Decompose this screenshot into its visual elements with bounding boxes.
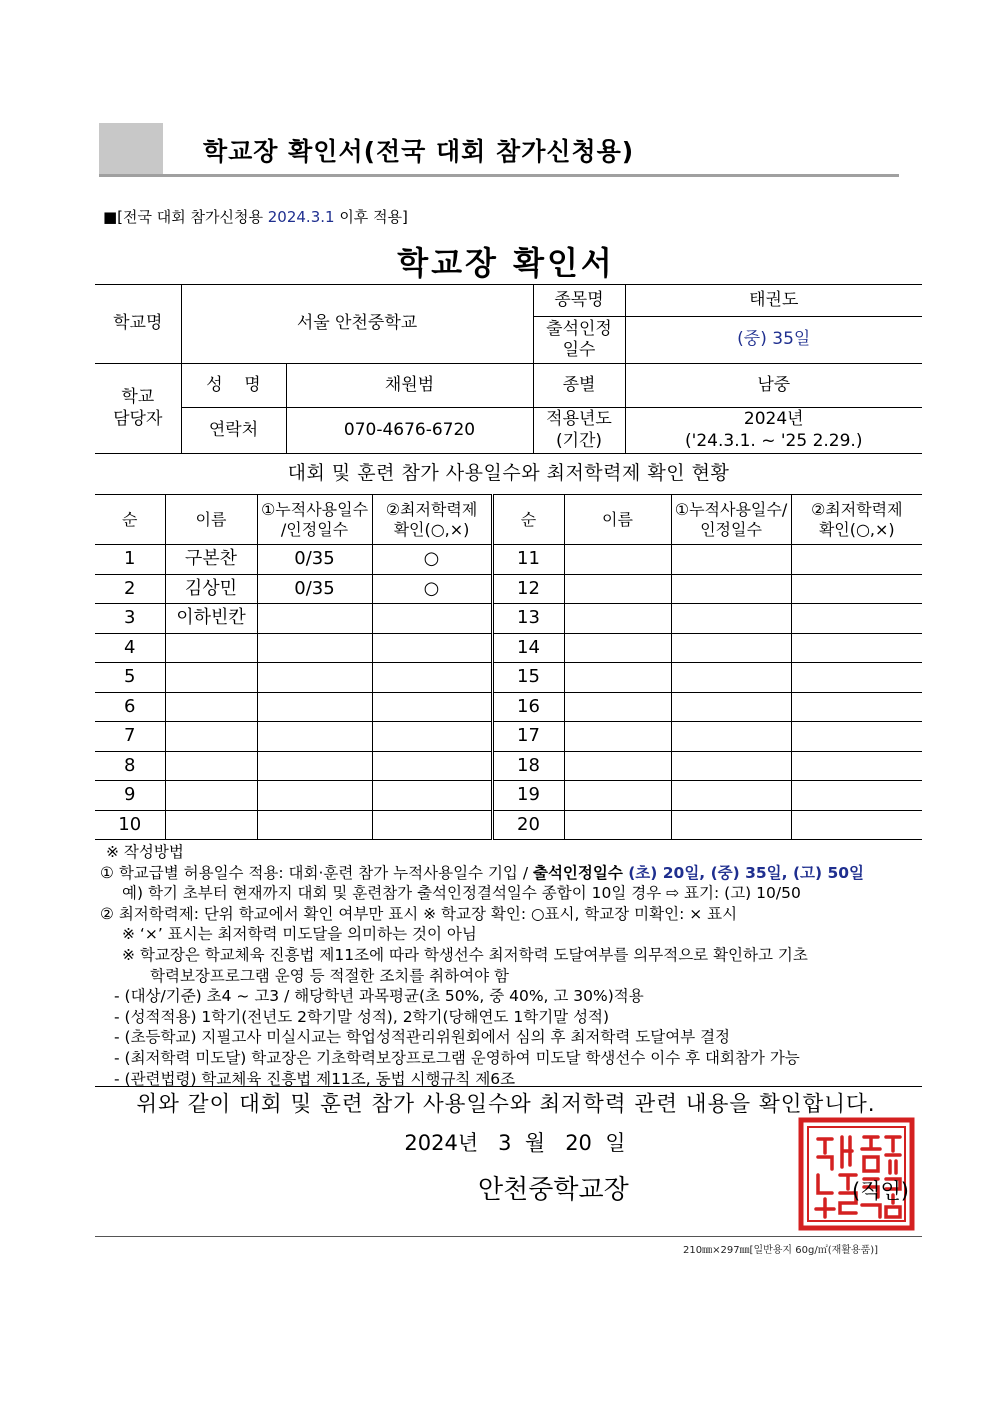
academic-check-2 [791, 810, 922, 840]
academic-check-2 [791, 663, 922, 693]
roster-table [95, 494, 922, 840]
student-name-2 [564, 633, 671, 663]
row-number: 3 [95, 604, 165, 634]
col-header-check-2: ②최저학력제 확인(○,×) [791, 495, 922, 545]
school-name-label: 학교명 [95, 285, 181, 364]
applicability-note: ■[전국 대회 참가신청용 2024.3.1 이후 적용] [103, 208, 408, 226]
academic-check-2 [791, 781, 922, 811]
student-name-2 [564, 751, 671, 781]
used-days-2 [671, 781, 791, 811]
academic-check [372, 751, 492, 781]
used-days [257, 810, 372, 840]
note-2-a: ※ ‘×’ 표시는 최저학력 미도달을 의미하는 것이 아님 [122, 925, 477, 944]
student-name-2 [564, 663, 671, 693]
student-name-2 [564, 574, 671, 604]
attendance-days-label: 출석인정 일수 [533, 317, 625, 364]
student-name-2 [564, 722, 671, 752]
name-value: 채원범 [286, 364, 533, 408]
col-header-days-2: ①누적사용일수/ 인정일수 [671, 495, 791, 545]
table-row [95, 751, 922, 781]
used-days [257, 722, 372, 752]
period-text: ('24.3.1. ~ '25 2.29.) [685, 430, 863, 451]
row-number: 7 [95, 722, 165, 752]
detail-3: - (초등학교) 지필고사 미실시교는 학업성적관리위원회에서 심의 후 최저학력 도달여부 결정 [114, 1028, 731, 1047]
sport-value: 태권도 [625, 285, 922, 317]
student-name: 이하빈칸 [165, 604, 257, 634]
row-number-2: 14 [492, 633, 564, 663]
row-number-2: 15 [492, 663, 564, 693]
issue-date: 2024년 3 월 20 일 [404, 1131, 626, 1155]
used-days [257, 663, 372, 693]
used-days-2 [671, 663, 791, 693]
student-name-2 [564, 781, 671, 811]
student-name: 구본찬 [165, 545, 257, 575]
note-2-b: ※ 학교장은 학교체육 진흥법 제11조에 따라 학생선수 최저학력 도달여부를 의무적으로 확인하고 기초 [122, 945, 808, 964]
row-number: 8 [95, 751, 165, 781]
table-row [95, 722, 922, 752]
student-name [165, 781, 257, 811]
official-seal-stamp [798, 1117, 915, 1231]
table-row [95, 663, 922, 693]
col-header-check: ②최저학력제 확인(○,×) [372, 495, 492, 545]
header-banner-box [99, 123, 163, 175]
student-name-2 [564, 604, 671, 634]
student-name [165, 722, 257, 752]
row-number-2: 18 [492, 751, 564, 781]
academic-check-2 [791, 545, 922, 575]
used-days [257, 604, 372, 634]
student-name-2 [564, 810, 671, 840]
school-name-value: 서울 안천중학교 [181, 285, 533, 364]
used-days [257, 692, 372, 722]
row-number-2: 11 [492, 545, 564, 575]
used-days-2 [671, 722, 791, 752]
manager-label: 학교 담당자 [95, 364, 181, 454]
student-name [165, 692, 257, 722]
table-row [95, 810, 922, 840]
contact-value: 070-4676-6720 [286, 408, 533, 454]
used-days-2 [671, 604, 791, 634]
note-2-b-cont: 학력보장프로그램 운영 등 적절한 조치를 취하여야 함 [150, 966, 509, 985]
instructions [100, 842, 930, 1089]
row-number-2: 13 [492, 604, 564, 634]
row-number-2: 12 [492, 574, 564, 604]
detail-5: - (관련법령) 학교체육 진흥법 제11조, 동법 시행규칙 제6조 [114, 1069, 516, 1088]
confirmation-statement: 위와 같이 대회 및 훈련 참가 사용일수와 최저학력 관련 내용을 확인합니다. [136, 1092, 876, 1117]
table-row [95, 574, 922, 604]
row-number: 4 [95, 633, 165, 663]
used-days-2 [671, 574, 791, 604]
col-header-name: 이름 [165, 495, 257, 545]
student-name [165, 663, 257, 693]
used-days [257, 751, 372, 781]
sport-label: 종목명 [533, 285, 625, 317]
academic-check: ○ [372, 574, 492, 604]
used-days: 0/35 [257, 545, 372, 575]
used-days-2 [671, 545, 791, 575]
note-2: ② 최저학력제: 단위 학교에서 확인 여부만 표시 ※ 학교장 확인: ○표시, 학교장 미확인: × 표시 [100, 904, 738, 923]
row-number: 5 [95, 663, 165, 693]
academic-check-2 [791, 722, 922, 752]
paper-spec-footer: 210㎜×297㎜[일반용지 60g/㎡(재활용품)] [683, 1245, 879, 1256]
academic-check-2 [791, 604, 922, 634]
academic-check [372, 663, 492, 693]
academic-check [372, 604, 492, 634]
year-text: 2024년 [743, 409, 804, 430]
row-number: 2 [95, 574, 165, 604]
row-number-2: 16 [492, 692, 564, 722]
academic-check [372, 633, 492, 663]
academic-check [372, 781, 492, 811]
note-1-example: 예) 학기 초부터 현재까지 대회 및 훈련참가 출석인정결석일수 종합이 10일 경우 ⇨ 표기: (고) 10/50 [122, 884, 801, 903]
table-row [95, 781, 922, 811]
col-header-days: ①누적사용일수 /인정일수 [257, 495, 372, 545]
student-name-2 [564, 545, 671, 575]
used-days [257, 633, 372, 663]
used-days-2 [671, 692, 791, 722]
table-row [95, 633, 922, 663]
status-title: 대회 및 훈련 참가 사용일수와 최저학력제 확인 현황 [287, 462, 730, 484]
col-header-no-2: 순 [492, 495, 564, 545]
year-value [625, 408, 922, 454]
note-1: ① 학교급별 허용일수 적용: 대회·훈련 참가 누적사용일수 기입 / 출석인정일수 (초) 20일, (중) 35일, (고) 50일 [100, 863, 865, 882]
academic-check-2 [791, 751, 922, 781]
student-name [165, 810, 257, 840]
col-header-no: 순 [95, 495, 165, 545]
table-row [95, 604, 922, 634]
academic-check [372, 692, 492, 722]
header-title: 학교장 확인서(전국 대회 참가신청용) [203, 137, 635, 166]
detail-2: - (성적적용) 1학기(전년도 2학기말 성적), 2학기(당해연도 1학기말 성적) [114, 1007, 610, 1026]
col-header-name-2: 이름 [564, 495, 671, 545]
student-name [165, 751, 257, 781]
principal-name: 안천중학교장 [478, 1175, 629, 1205]
detail-4: - (최저학력 미도달) 학교장은 기초학력보장프로그램 운영하여 미도달 학생선수 이수 후 대회참가 가능 [114, 1048, 800, 1067]
academic-check [372, 722, 492, 752]
contact-label: 연락처 [181, 408, 286, 454]
academic-check-2 [791, 633, 922, 663]
gender-value: 남중 [625, 364, 922, 408]
student-name-2 [564, 692, 671, 722]
used-days-2 [671, 810, 791, 840]
row-number: 9 [95, 781, 165, 811]
table-row [95, 545, 922, 575]
row-number-2: 20 [492, 810, 564, 840]
footer-divider [95, 1236, 922, 1237]
detail-1: - (대상/기준) 초4 ~ 고3 / 해당학년 과목평균(초 50%, 중 40%, 고 30%)적용 [114, 987, 644, 1006]
row-number-2: 19 [492, 781, 564, 811]
academic-check-2 [791, 692, 922, 722]
student-name: 김상민 [165, 574, 257, 604]
row-number: 6 [95, 692, 165, 722]
name-label: 성 명 [181, 364, 286, 408]
table-row [95, 692, 922, 722]
used-days-2 [671, 751, 791, 781]
row-number: 1 [95, 545, 165, 575]
gender-label: 종별 [533, 364, 625, 408]
academic-check-2 [791, 574, 922, 604]
notes-heading: ※ 작성방법 [106, 843, 184, 861]
header-underline [99, 174, 899, 177]
year-label: 적용년도 (기간) [533, 408, 625, 454]
school-info-table [95, 284, 922, 454]
row-number-2: 17 [492, 722, 564, 752]
used-days [257, 781, 372, 811]
seal-label: (직인) [852, 1179, 909, 1203]
academic-check [372, 810, 492, 840]
attendance-days-value: (중) 35일 [625, 317, 922, 364]
used-days-2 [671, 633, 791, 663]
row-number: 10 [95, 810, 165, 840]
used-days: 0/35 [257, 574, 372, 604]
document-title: 학교장 확인서 [397, 244, 615, 282]
academic-check: ○ [372, 545, 492, 575]
student-name [165, 633, 257, 663]
